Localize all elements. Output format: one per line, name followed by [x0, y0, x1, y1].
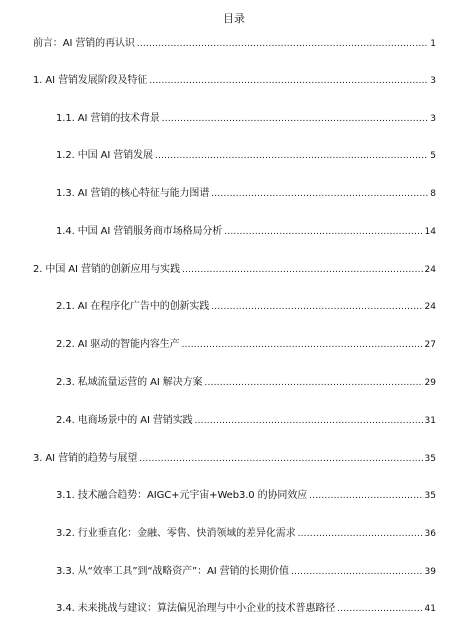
- toc-entry-preface[interactable]: [33, 37, 436, 51]
- toc-entry-section-2-2[interactable]: [56, 338, 436, 352]
- toc-dot-leader: [337, 602, 422, 616]
- toc-entry-text: 2.1. AI 在程序化广告中的创新实践: [56, 301, 210, 312]
- toc-entry-text: 2.4. 电商场景中的 AI 营销实践: [56, 415, 193, 426]
- toc-entry-chapter-3[interactable]: [33, 452, 436, 466]
- toc-dot-leader: [137, 37, 428, 51]
- toc-page-number: 8: [430, 189, 436, 199]
- toc-dot-leader: [182, 338, 423, 352]
- toc-dot-leader: [298, 527, 423, 541]
- toc-entry-text: 前言：AI 营销的再认识: [33, 38, 135, 49]
- toc-entry-text: 1.1. AI 营销的技术背景: [56, 113, 160, 124]
- toc-entry-text: 3.4. 未来挑战与建议：算法偏见治理与中小企业的技术普惠路径: [56, 603, 336, 614]
- toc-entry-section-2-4[interactable]: [56, 414, 436, 428]
- toc-entry-text: 3. AI 营销的趋势与展望: [33, 453, 138, 464]
- toc-page-number: 3: [430, 76, 436, 86]
- toc-dot-leader: [182, 263, 423, 277]
- toc-dot-leader: [211, 300, 422, 314]
- toc-page-number: 3: [430, 114, 436, 124]
- toc-entry-section-3-4[interactable]: [56, 602, 436, 616]
- toc-entry-text: 2.3. 私域流量运营的 AI 解决方案: [56, 377, 203, 388]
- toc-entry-chapter-1[interactable]: [33, 74, 436, 88]
- toc-dot-leader: [195, 414, 423, 428]
- toc-page-number: 24: [424, 265, 436, 275]
- toc-page-number: 31: [424, 416, 436, 426]
- toc-dot-leader: [291, 565, 423, 579]
- toc-page-number: 35: [424, 491, 436, 501]
- toc-entry-section-2-1[interactable]: [56, 300, 436, 314]
- toc-entry-section-3-2[interactable]: [56, 527, 436, 541]
- toc-dot-leader: [149, 74, 428, 88]
- toc-page-number: 1: [430, 39, 436, 49]
- toc-entry-section-3-3[interactable]: [56, 565, 436, 579]
- toc-page-number: 39: [424, 567, 436, 577]
- toc-page-number: 41: [424, 604, 436, 614]
- toc-page-number: 35: [424, 454, 436, 464]
- toc-dot-leader: [204, 376, 422, 390]
- toc-entry-text: 1.2. 中国 AI 营销发展: [56, 150, 153, 161]
- toc-entry-text: 2. 中国 AI 营销的创新应用与实践: [33, 264, 180, 275]
- toc-entry-text: 3.1. 技术融合趋势：AIGC+元宇宙+Web3.0 的协同效应: [56, 490, 308, 501]
- toc-entry-text: 1.4. 中国 AI 营销服务商市场格局分析: [56, 226, 223, 237]
- toc-entry-text: 3.2. 行业垂直化：金融、零售、快消领域的差异化需求: [56, 528, 296, 539]
- toc-entry-text: 1. AI 营销发展阶段及特征: [33, 75, 148, 86]
- toc-dot-leader: [139, 452, 422, 466]
- toc-entry-section-1-2[interactable]: [56, 149, 436, 163]
- toc-page-number: 27: [424, 340, 436, 350]
- toc-entry-text: 1.3. AI 营销的核心特征与能力图谱: [56, 188, 210, 199]
- toc-entry-chapter-2[interactable]: [33, 263, 436, 277]
- toc-dot-leader: [162, 112, 429, 126]
- toc-entry-section-3-1[interactable]: [56, 489, 436, 503]
- toc-dot-leader: [211, 187, 428, 201]
- toc-dot-leader: [309, 489, 422, 503]
- toc-title: 目录: [223, 12, 245, 25]
- toc-page-number: 5: [430, 151, 436, 161]
- toc-page-number: 29: [424, 378, 436, 388]
- toc-dot-leader: [155, 149, 428, 163]
- toc-entry-section-2-3[interactable]: [56, 376, 436, 390]
- toc-page-number: 24: [424, 302, 436, 312]
- toc-page-number: 36: [424, 529, 436, 539]
- toc-entry-section-1-3[interactable]: [56, 187, 436, 201]
- toc-page-number: 14: [424, 227, 436, 237]
- toc-entry-text: 2.2. AI 驱动的智能内容生产: [56, 339, 180, 350]
- toc-entry-text: 3.3. 从“效率工具”到“战略资产”：AI 营销的长期价值: [56, 566, 289, 577]
- toc-entry-section-1-1[interactable]: [56, 112, 436, 126]
- toc-dot-leader: [224, 225, 422, 239]
- toc-entry-section-1-4[interactable]: [56, 225, 436, 239]
